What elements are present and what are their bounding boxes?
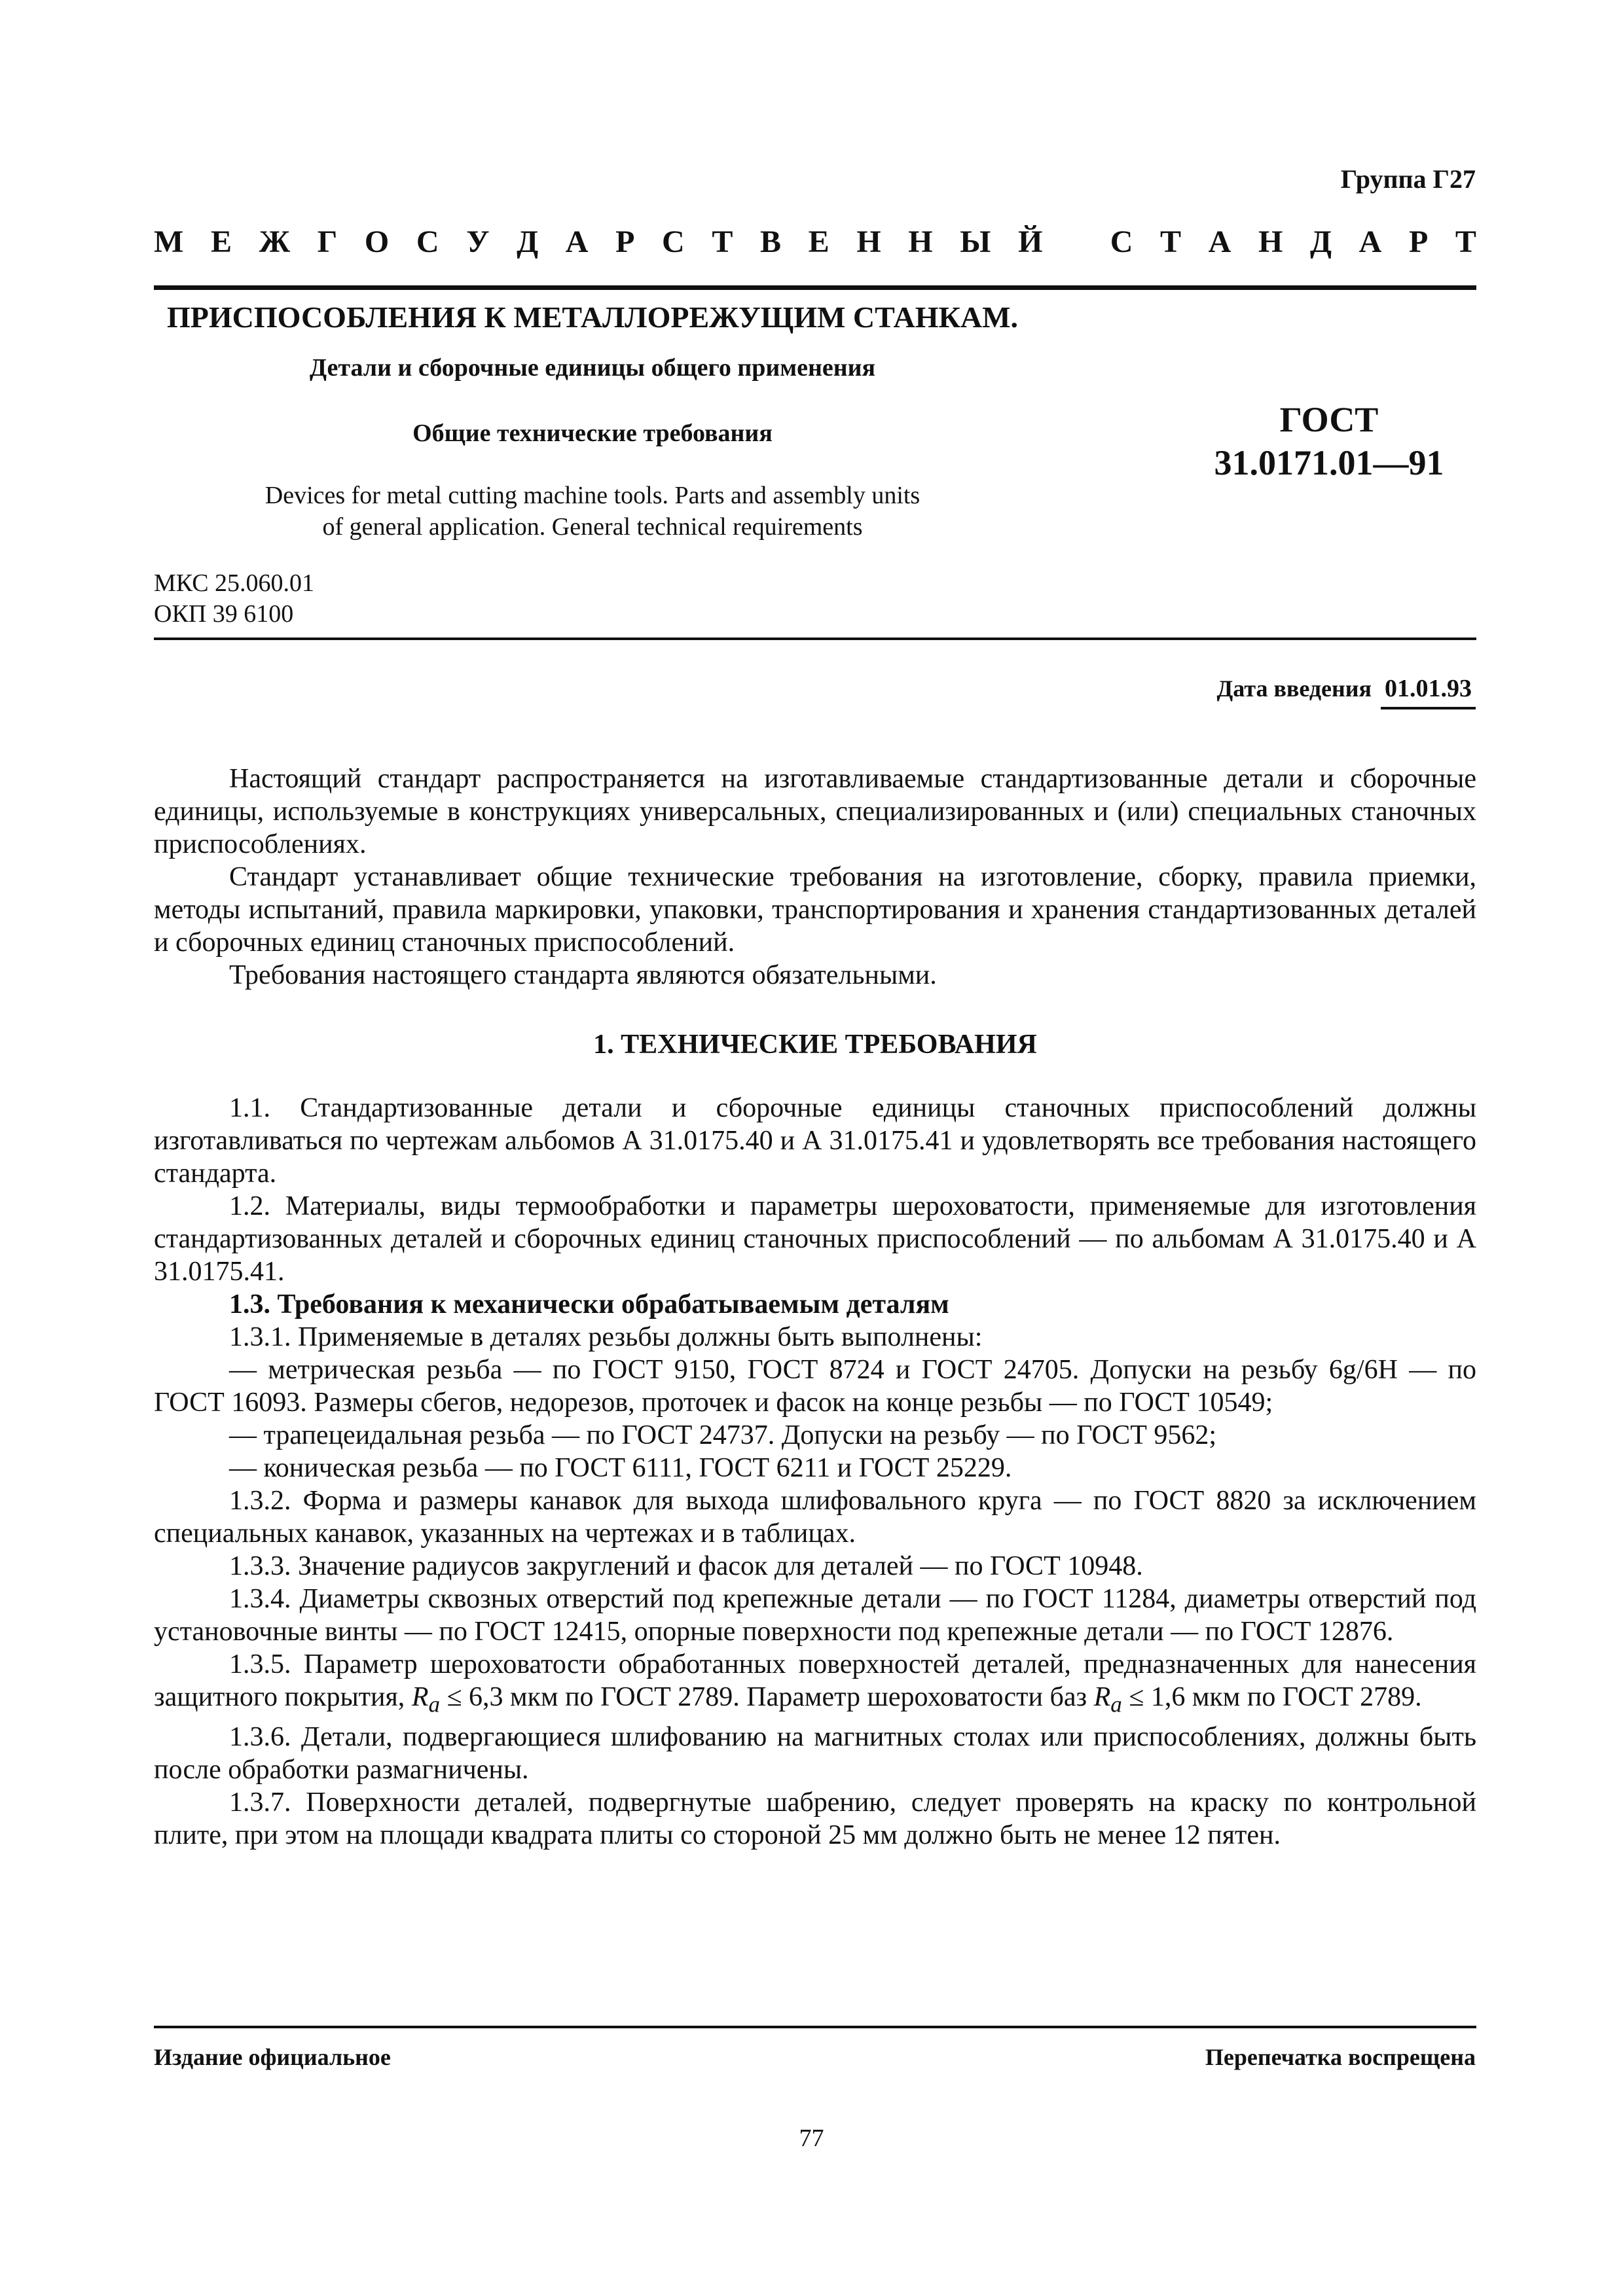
mks-code: МКС 25.060.01 — [154, 569, 315, 597]
clause-1-3-heading: 1.3. Требования к механически обрабатываемым деталям — [229, 1289, 949, 1319]
roughness-symbol: R — [1093, 1682, 1111, 1712]
intro-date-label: Дата введения — [1216, 675, 1372, 702]
banner-letter: Й — [1018, 224, 1043, 259]
title-en-line-1: Devices for metal cutting machine tools. Parts and assembly units — [264, 482, 921, 509]
intro-paragraph: Стандарт устанавливает общие технические требования на изготовление, сборку, правила приемки, методы испытаний, правила маркировки, упаковки, транспортирования и хранения стандартизованных деталей и сборочных единиц станочных приспособлений. — [154, 862, 1476, 958]
banner-letter: Д — [517, 224, 539, 259]
title-en-line-2: of general application. General technical requirements — [322, 513, 863, 541]
banner-letter: Р — [1408, 224, 1429, 259]
banner-letter: Т — [1455, 224, 1476, 259]
banner-letter: С — [1110, 224, 1133, 259]
clause-1-3-1-item: — метрическая резьба — по ГОСТ 9150, ГОСТ 8724 и ГОСТ 24705. Допуски на резьбу 6g/6H — по ГОСТ 16093. Размеры сбегов, недорезов, проточек и фасок на конце резьбы — по ГОСТ 10549; — [154, 1355, 1476, 1418]
intro-paragraph: Требования настоящего стандарта являются обязательными. — [229, 960, 937, 990]
banner-letter: Р — [615, 224, 635, 259]
banner-letter: Т — [1160, 224, 1182, 259]
clause-1-3-5-text-b: ≤ 6,3 мкм по ГОСТ 2789. Параметр шероховатости баз — [447, 1682, 1087, 1712]
banner-letter: Е — [808, 224, 830, 259]
clause-1-3-3: 1.3.3. Значение радиусов закруглений и фасок для деталей — по ГОСТ 10948. — [229, 1551, 1143, 1581]
clause-1-3-5 — [154, 1648, 1476, 1721]
document-title: ПРИСПОСОБЛЕНИЯ К МЕТАЛЛОРЕЖУЩИМ СТАНКАМ. — [166, 300, 1019, 334]
banner-letter: В — [760, 224, 782, 259]
reprint-prohibited-label: Перепечатка воспрещена — [1205, 2044, 1476, 2070]
clause-1-3-5-text-a: 1.3.5. Параметр шероховатости обработанных поверхностей деталей, предназначенных для нанесения защитного покрытия, — [154, 1649, 1476, 1712]
clause-1-3-5-text-c: ≤ 1,6 мкм по ГОСТ 2789. — [1129, 1682, 1422, 1712]
banner-letter: А — [565, 224, 589, 259]
intro-paragraph: Настоящий стандарт распространяется на изготавливаемые стандартизованные детали и сборочные единицы, используемые в конструкциях универсальных, специализированных и (или) специальных станочных приспособлениях. — [154, 764, 1476, 859]
document-subtitle: Детали и сборочные единицы общего применения — [309, 354, 876, 382]
codes-rule — [154, 637, 1476, 640]
intro-section — [154, 762, 1476, 992]
standard-type-banner — [154, 224, 1476, 260]
banner-letter: С — [662, 224, 685, 259]
roughness-subscript: a — [428, 1691, 440, 1717]
banner-letter: Т — [712, 224, 733, 259]
banner-letter — [1070, 224, 1083, 260]
gost-label: ГОСТ — [1279, 400, 1379, 439]
clause-1-3-1: 1.3.1. Применяемые в деталях резьбы должны быть выполнены: — [229, 1322, 983, 1352]
roughness-subscript: a — [1110, 1691, 1122, 1717]
group-label: Группа Г27 — [1340, 164, 1476, 194]
banner-letter: Ж — [259, 224, 291, 259]
page-number: 77 — [799, 2125, 824, 2152]
header-rule — [154, 285, 1476, 290]
banner-letter: Ы — [960, 224, 991, 259]
clause-1-3-1-item: — трапецеидальная резьба — по ГОСТ 24737. Допуски на резьбу — по ГОСТ 9562; — [229, 1420, 1217, 1450]
document-subtitle-2: Общие технические требования — [412, 420, 773, 447]
banner-letter: С — [416, 224, 439, 259]
banner-letter: А — [1359, 224, 1382, 259]
gost-number: 31.0171.01—91 — [1214, 443, 1444, 482]
banner-letter: Г — [317, 224, 338, 259]
section-1-body — [154, 1092, 1476, 1852]
banner-letter: О — [364, 224, 390, 259]
clause-1-3-6: 1.3.6. Детали, подвергающиеся шлифованию на магнитных столах или приспособлениях, должны быть после обработки размагничены. — [154, 1722, 1476, 1785]
gost-designation — [1185, 398, 1473, 484]
footer-rule — [154, 2026, 1476, 2028]
banner-letter: Д — [1309, 224, 1332, 259]
roughness-symbol: R — [411, 1682, 429, 1712]
clause-1-1: 1.1. Стандартизованные детали и сборочные единицы станочных приспособлений должны изготавливаться по чертежам альбомов А 31.0175.40 и А 31.0175.41 и удовлетворять все требования настоящего стандарта. — [154, 1093, 1476, 1189]
clause-1-2: 1.2. Материалы, виды термообработки и параметры шероховатости, применяемые для изготовления стандартизованных деталей и сборочных единиц станочных приспособлений — по альбомам А 31.0175.40 и А 31.0175.41. — [154, 1191, 1476, 1287]
document-title-english — [0, 480, 1185, 543]
clause-1-3-7: 1.3.7. Поверхности деталей, подвергнутые шабрению, следует проверять на краску по контрольной плите, при этом на площади квадрата плиты со стороной 25 мм должно быть не менее 12 пятен. — [154, 1787, 1476, 1851]
banner-letter: М — [154, 224, 184, 259]
clause-1-3-1-item: — коническая резьба — по ГОСТ 6111, ГОСТ 6211 и ГОСТ 25229. — [229, 1453, 1012, 1483]
clause-1-3-4: 1.3.4. Диаметры сквозных отверстий под крепежные детали — по ГОСТ 11284, диаметры отверстий под установочные винты — по ГОСТ 12415, опорные поверхности под крепежные детали — по ГОСТ 12876. — [154, 1584, 1476, 1647]
banner-letter: Н — [908, 224, 933, 259]
intro-date-value: 01.01.93 — [1381, 674, 1476, 709]
okp-code: ОКП 39 6100 — [154, 600, 294, 628]
classification-codes — [154, 568, 314, 630]
clause-1-3-2: 1.3.2. Форма и размеры канавок для выхода шлифовального круга — по ГОСТ 8820 за исключением специальных канавок, указанных на чертежах и в таблицах. — [154, 1486, 1476, 1549]
banner-letter: У — [466, 224, 490, 259]
banner-letter: Н — [1258, 224, 1283, 259]
introduction-date — [1217, 674, 1476, 709]
banner-letter: Е — [210, 224, 232, 259]
section-heading: 1. ТЕХНИЧЕСКИЕ ТРЕБОВАНИЯ — [593, 1030, 1037, 1060]
official-edition-label: Издание официальное — [154, 2044, 391, 2070]
banner-letter: Н — [856, 224, 881, 259]
banner-letter: А — [1208, 224, 1231, 259]
